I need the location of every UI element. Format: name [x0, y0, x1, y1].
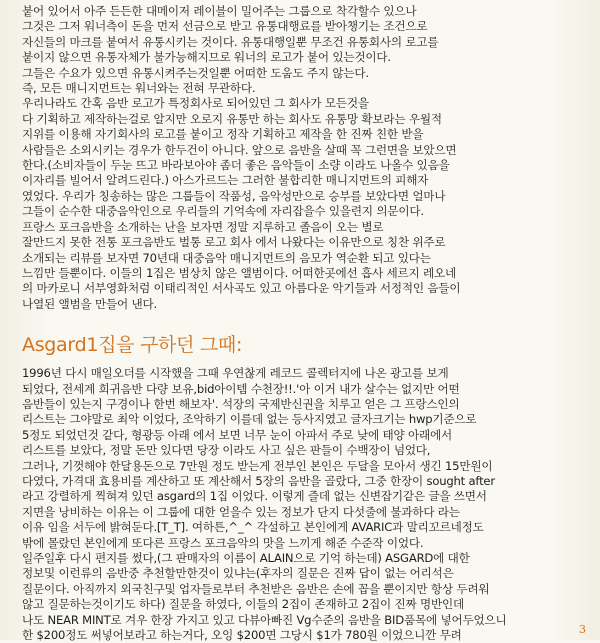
text-line: 붙어 있어서 아주 든든한 대메이저 레이블이 밀어주는 그룹으로 착각할수 있으나 [22, 4, 417, 18]
text-line: 정보및 이런류의 음반중 추천할만한것이 있냐는(후자의 질문은 진짜 답이 없는 어리석은 [22, 566, 454, 581]
section-title: Asgard1집을 구하던 그때: [22, 334, 243, 357]
text-line: 그들은 수요가 있으면 유통시켜주는것일뿐 어떠한 도움도 주지 않는다. [22, 65, 369, 80]
text-line: 1996년 다시 매일오더를 시작했을 그때 우연찮게 레코드 콜렉터지에 나온 광고를 보게 [22, 366, 449, 381]
text-line: 의 마카로니 서부영화처럼 이태리적인 서사곡도 있고 아름다운 악기들과 서정적인 음들이 [22, 281, 461, 296]
text-line: 않고 질문하는것이기도 하다) 질문을 하였다, 이들의 2집이 존재하고 2집이 진짜 명반인데 [22, 597, 465, 612]
text-line: 그러나, 기껏해야 한달용돈으로 7만원 정도 받는게 전부인 본인은 두달을 모아서 생긴 15만원이 [22, 458, 493, 473]
text-line: 리스트는 그야말로 최악 이었다, 조악하기 이를데 없는 등사지였고 글자크기는 hwp기준으로 [22, 412, 477, 427]
text-line: 나도 NEAR MINT로 겨우 한장 가지고 있고 다뷰아빠진 Vg수준의 음반을 BID품목에 넣어두었으니 [22, 612, 507, 627]
text-line: 였었다. 우리가 칭송하는 많은 그룹들이 작품성, 음악성만으로 승부를 보았다면 얼마나 [22, 188, 446, 203]
text-line: 질문이다. 아직까지 외국친구및 업자들로부터 추천받은 음반은 손에 꼽을 뿐이지만 항상 두려워 [22, 581, 490, 596]
text-line: 그들이 순수한 대중음악인으로 우리들의 기억속에 자리잡을수 있을련지 의문이다. [22, 204, 424, 219]
text-line: 느낌만 들뿐이다. 이들의 1집은 범상치 않은 앨범이다. 어떠한곳에선 흡사 세르지 레오네 [22, 265, 456, 280]
text-line: 지면을 낭비하는 이유는 이 그룹에 대한 얻을수 있는 정보가 단지 다섯줄에 불과하다 라는 [22, 504, 460, 519]
text-line: 사람들은 소외시키는 경우가 한두건이 아니다. 앞으로 음반을 살때 꼭 그런면을 보았으면 [22, 142, 457, 157]
text-line: 되었다, 전세계 희귀음반 다량 보유,bid아이템 수천장!!.'아 이거 내가 살수는 없지만 어떤 [22, 381, 460, 396]
text-line: 한 $200정도 써넣어보라고 하는거다, 오잉 $200면 그당시 $1가 780원 이었으니깐 무려 [22, 628, 462, 643]
text-line: 붙이지 않으면 유통자체가 불가능해지므로 워너의 로고가 붙어 있는것이다. [22, 50, 391, 65]
text-line: 자신들의 마크를 붙여서 유통시키는 것이다. 유통대행일뿐 무조건 유통회사의 로고를 [22, 34, 439, 49]
text-line: 프랑스 포크음반을 소개하는 난을 보자면 정말 지루하고 졸음이 오는 별로 [22, 219, 384, 234]
text-line: 그것은 그저 워너측이 돈을 먼저 선금으로 받고 유통대행료를 받아챙기는 조건으로 [22, 19, 428, 34]
text-line: 리스트를 보았다, 정말 돈만 있다면 당장 이라도 사고 싶은 판들이 수백장이 넘었다, [22, 443, 431, 458]
text-line: 다 기획하고 제작하는걸로 알지만 오로지 유통만 하는 회사도 유통망 확보라는 우월적 [22, 111, 442, 126]
text-line: 잘만드지 못한 전통 포크음반도 벌통 로고 회사 에서 나왔다는 이유만으로 칭찬 위주로 [22, 235, 446, 250]
text-line: 밖에 몰랐던 본인에게 또다른 프랑스 포크음악의 맛을 느끼게 해준 수준작 이었다. [22, 535, 424, 550]
text-line: 한다.(소비자들이 두눈 뜨고 바라보아야 좀더 좋은 음악들이 소량 이라도 나올수 있음을 [22, 158, 450, 173]
body-paragraph [22, 366, 584, 643]
text-line: 다였다, 가격대 효용비를 계산하고 또 계산해서 5장의 음반을 골랐다, 그중 한장이 sought after [22, 473, 495, 488]
intro-paragraph [22, 4, 584, 312]
text-line: 음반들이 있는지 구경이나 한번 해보자'. 석장의 국제반신권을 치루고 얻은 그 프랑스인의 [22, 396, 460, 411]
text-line: 나열된 앨범을 만들어 낸다. [22, 296, 157, 311]
text-line: 즉, 모든 매니지먼트는 워너와는 전혀 무관하다. [22, 81, 256, 96]
text-line: 라고 강렬하게 찍혀져 있던 asgard의 1집 이었다. 이렇게 즐데 없는 신변잡기같은 글을 쓰면서 [22, 489, 487, 504]
text-line: 5정도 되었던것 같다, 형광등 아래 에서 보면 너무 눈이 아파서 주로 낮에 태양 아래에서 [22, 427, 452, 442]
text-line: 일주일후 다시 편지를 썼다,(그 판매자의 이름이 ALAIN으로 기억 하는데) ASGARD에 대한 [22, 551, 470, 565]
text-line: 우리나라도 간혹 음반 로고가 특정회사로 되어있던 그 회사가 모든것을 [22, 96, 369, 111]
text-line: 이유 임을 서두에 밝혀둔다.[T_T]. 여하튼,^_^ 각설하고 본인에게 AVARIC과 말리꼬르네정도 [22, 520, 484, 535]
page-number: 3 [579, 623, 586, 636]
text-line: 소개되는 리뷰를 보자면 70년대 대중음악 매니지먼트의 음모가 역순환 되고 있다는 [22, 250, 431, 265]
text-line: 지위를 이용해 자기회사의 로고를 붙이고 정작 기획하고 제작을 한 진짜 친한 받을 [22, 127, 424, 142]
text-line: 이자리를 빌어서 알려드린다.) 아스가르드는 그러한 불합리한 매니지먼트의 피해자 [22, 173, 429, 188]
